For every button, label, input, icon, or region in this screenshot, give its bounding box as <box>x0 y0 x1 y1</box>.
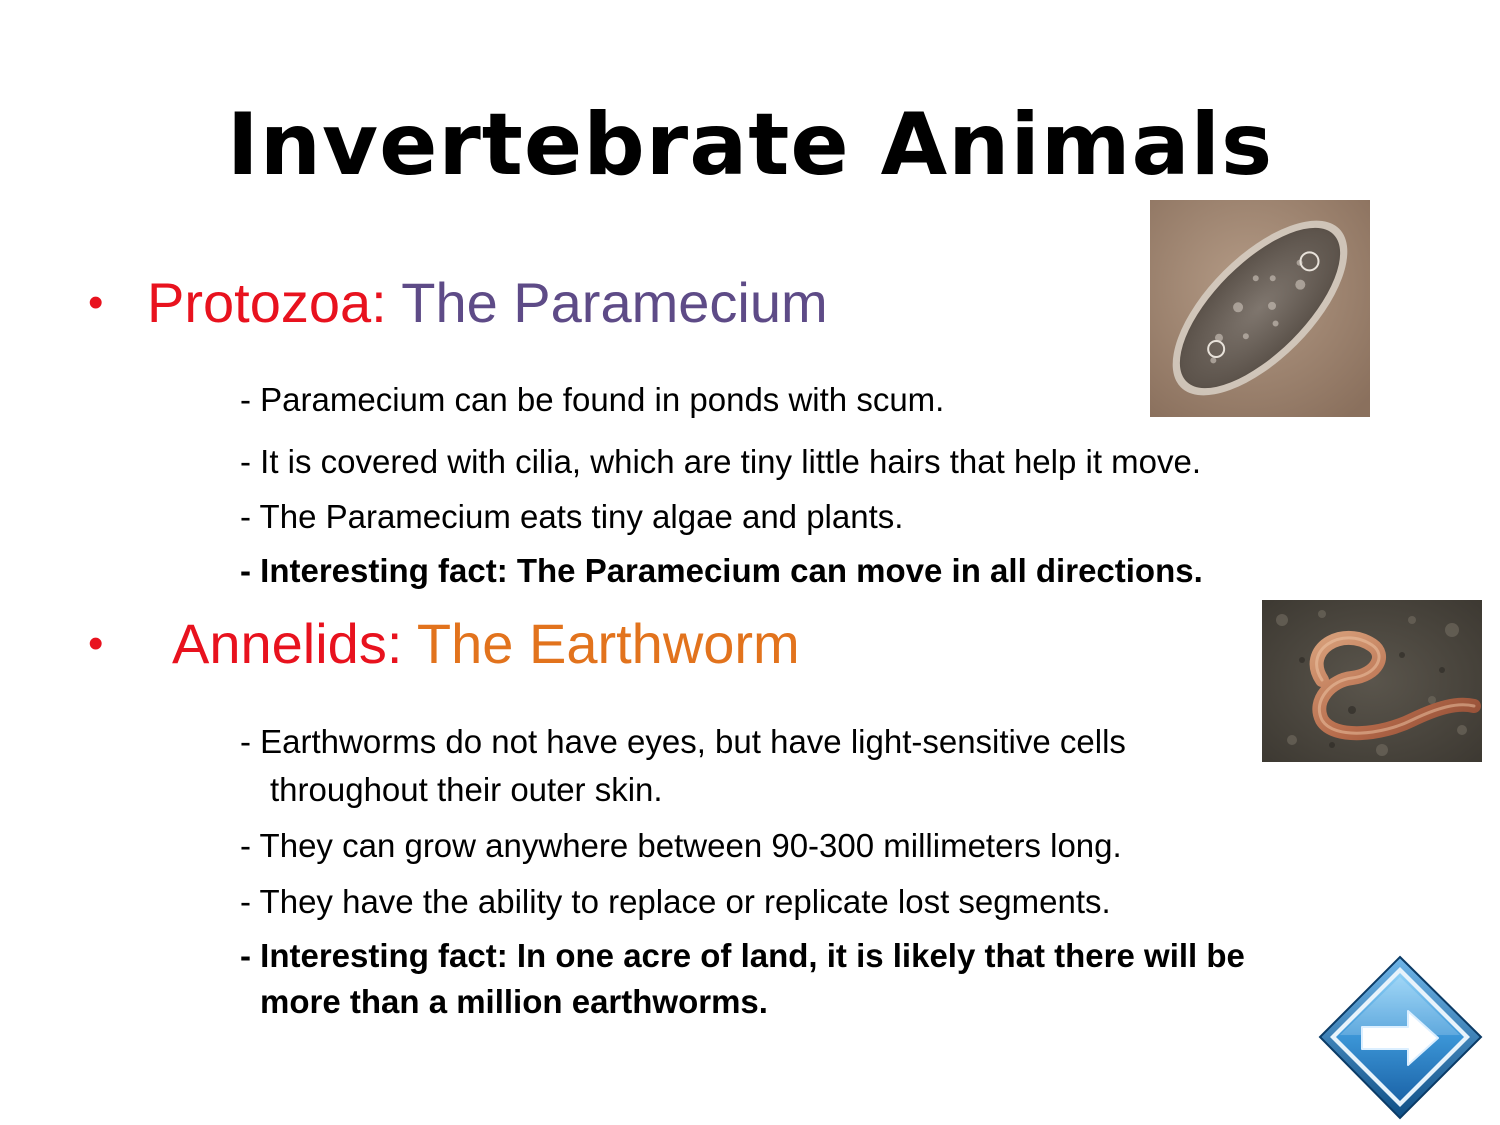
paramecium-photo <box>1150 200 1370 417</box>
name-earthworm: The Earthworm <box>416 612 800 675</box>
paramecium-fact: - Interesting fact: The Paramecium can move in all directions. <box>240 552 1203 589</box>
paramecium-image <box>1150 200 1370 417</box>
heading-annelids <box>172 609 800 679</box>
earthworm-line-1b: throughout their outer skin. <box>270 771 663 808</box>
earthworm-photo <box>1262 600 1482 762</box>
slide-title: Invertebrate Animals <box>226 95 1274 195</box>
earthworm-image <box>1262 600 1482 762</box>
paramecium-line-3: - The Paramecium eats tiny algae and plants. <box>240 498 904 535</box>
right-arrow-icon <box>1318 955 1483 1120</box>
earthworm-fact-line-2: more than a million earthworms. <box>260 983 768 1020</box>
paramecium-line-2: - It is covered with cilia, which are tiny little hairs that help it move. <box>240 443 1202 480</box>
category-protozoa: Protozoa: <box>147 271 387 334</box>
name-paramecium: The Paramecium <box>401 271 828 334</box>
bullet-annelids: • <box>88 619 104 668</box>
earthworm-line-2: - They can grow anywhere between 90-300 millimeters long. <box>240 827 1122 864</box>
earthworm-line-3: - They have the ability to replace or replicate lost segments. <box>240 883 1111 920</box>
heading-protozoa <box>147 268 828 338</box>
next-slide-button[interactable] <box>1318 955 1483 1120</box>
bullet-protozoa: • <box>88 278 104 327</box>
category-annelids: Annelids: <box>172 612 403 675</box>
earthworm-line-1 <box>240 718 1126 814</box>
earthworm-line-1a: - Earthworms do not have eyes, but have light-sensitive cells <box>240 723 1126 760</box>
earthworm-fact <box>240 933 1245 1025</box>
paramecium-line-1: - Paramecium can be found in ponds with scum. <box>240 381 945 418</box>
earthworm-fact-line-1: - Interesting fact: In one acre of land, it is likely that there will be <box>240 937 1245 974</box>
